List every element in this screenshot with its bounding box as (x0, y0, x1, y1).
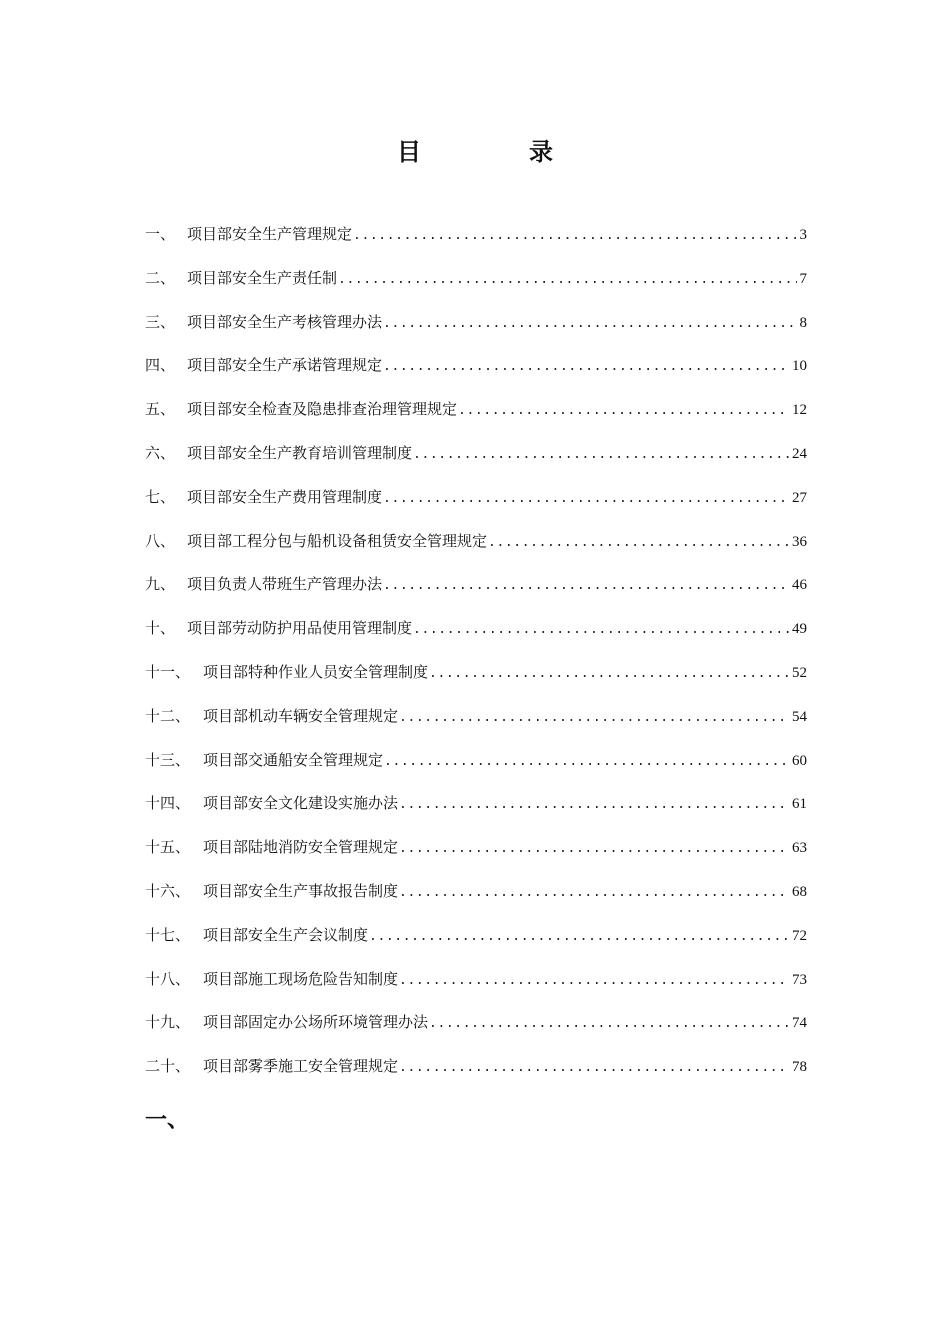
toc-item[interactable] (145, 571, 807, 615)
toc-list (145, 221, 807, 1097)
toc-leader-dots (369, 924, 789, 950)
toc-item-title: 项目部安全生产费用管理制度 (187, 487, 383, 506)
toc-item[interactable] (145, 834, 807, 878)
toc-item-page: 68 (792, 883, 807, 900)
toc-leader-dots (413, 442, 789, 468)
toc-item-number: 三、 (145, 312, 176, 331)
toc-item-page: 7 (799, 270, 807, 287)
toc-item-number: 十六、 (145, 881, 191, 900)
toc-item-title: 项目部安全生产管理规定 (187, 225, 353, 243)
toc-item-number: 七、 (145, 487, 176, 506)
toc-item-number: 十八、 (145, 969, 191, 988)
toc-item[interactable] (145, 221, 807, 265)
toc-leader-dots (429, 1011, 789, 1037)
toc-item-title: 项目部安全生产会议制度 (203, 925, 369, 944)
toc-item-page: 36 (792, 533, 807, 550)
toc-item[interactable] (145, 528, 807, 572)
toc-item-title: 项目部安全生产教育培训管理制度 (187, 443, 413, 462)
toc-item[interactable] (145, 659, 807, 703)
toc-item-page: 8 (799, 314, 807, 331)
toc-item-title: 项目部施工现场危险告知制度 (203, 969, 399, 988)
toc-item-number: 二、 (145, 268, 176, 287)
toc-item-page: 12 (792, 402, 807, 419)
toc-item-title: 项目部安全检查及隐患排查治理管理规定 (187, 400, 458, 419)
toc-item-number: 十、 (145, 619, 176, 638)
toc-item-number: 八、 (145, 531, 176, 550)
toc-leader-dots (399, 880, 789, 906)
toc-item-title: 项目负责人带班生产管理办法 (187, 575, 383, 594)
toc-item-page: 52 (792, 664, 807, 681)
toc-item-page: 61 (792, 796, 807, 813)
toc-item-title: 项目部工程分包与船机设备租赁安全管理规定 (187, 531, 488, 550)
toc-item-number: 九、 (145, 575, 176, 594)
toc-item-page: 46 (792, 577, 807, 594)
toc-item[interactable] (145, 1009, 807, 1053)
toc-item-number: 二十、 (145, 1057, 191, 1076)
toc-leader-dots (353, 223, 796, 249)
toc-item[interactable] (145, 309, 807, 353)
toc-item-number: 十四、 (145, 794, 191, 813)
toc-leader-dots (399, 968, 789, 994)
toc-title: 目 录 (397, 137, 595, 166)
toc-item-page: 74 (792, 1015, 807, 1032)
toc-leader-dots (488, 530, 789, 556)
toc-item-number: 十一、 (145, 662, 191, 681)
toc-item-title: 项目部陆地消防安全管理规定 (203, 838, 399, 857)
toc-leader-dots (399, 1055, 789, 1081)
toc-item-number: 五、 (145, 400, 176, 419)
toc-item-title: 项目部机动车辆安全管理规定 (203, 706, 399, 725)
section-heading: 一、 (145, 1107, 190, 1133)
toc-leader-dots (383, 311, 796, 337)
toc-item-title: 项目部特种作业人员安全管理制度 (203, 662, 429, 681)
toc-item-page: 3 (799, 227, 807, 243)
toc-item-title: 项目部安全生产责任制 (187, 268, 338, 287)
toc-item-page: 49 (792, 621, 807, 638)
toc-leader-dots (383, 573, 789, 599)
toc-item-title: 项目部安全生产考核管理办法 (187, 312, 383, 331)
toc-item-title: 项目部安全文化建设实施办法 (203, 794, 399, 813)
toc-leader-dots (383, 486, 789, 512)
toc-leader-dots (429, 661, 789, 687)
toc-item[interactable] (145, 966, 807, 1010)
toc-item-page: 78 (792, 1059, 807, 1076)
toc-item-number: 四、 (145, 356, 176, 375)
toc-item[interactable] (145, 265, 807, 309)
toc-item-number: 一、 (145, 225, 176, 243)
toc-item[interactable] (145, 440, 807, 484)
toc-item-page: 54 (792, 708, 807, 725)
toc-item-title: 项目部固定办公场所环境管理办法 (203, 1013, 429, 1032)
toc-leader-dots (383, 354, 789, 380)
toc-item-number: 十七、 (145, 925, 191, 944)
toc-item-title: 项目部交通船安全管理规定 (203, 750, 384, 769)
toc-item[interactable] (145, 352, 807, 396)
toc-item-page: 63 (792, 840, 807, 857)
toc-item[interactable] (145, 790, 807, 834)
toc-item[interactable] (145, 396, 807, 440)
toc-leader-dots (384, 749, 789, 775)
toc-item-page: 10 (792, 358, 807, 375)
toc-leader-dots (399, 792, 789, 818)
toc-item-page: 24 (792, 445, 807, 462)
toc-item-page: 72 (792, 927, 807, 944)
toc-item-number: 十五、 (145, 838, 191, 857)
toc-item[interactable] (145, 484, 807, 528)
toc-item-title: 项目部雾季施工安全管理规定 (203, 1057, 399, 1076)
toc-item[interactable] (145, 1053, 807, 1097)
toc-leader-dots (413, 617, 789, 643)
toc-item[interactable] (145, 922, 807, 966)
toc-item-title: 项目部安全生产事故报告制度 (203, 881, 399, 900)
toc-item[interactable] (145, 703, 807, 747)
toc-item-number: 十二、 (145, 706, 191, 725)
toc-leader-dots (458, 398, 789, 424)
toc-item[interactable] (145, 615, 807, 659)
toc-leader-dots (338, 267, 796, 293)
toc-item-number: 六、 (145, 443, 176, 462)
toc-leader-dots (399, 836, 789, 862)
toc-leader-dots (399, 705, 789, 731)
toc-item-page: 60 (792, 752, 807, 769)
toc-item[interactable] (145, 747, 807, 791)
toc-item-page: 27 (792, 489, 807, 506)
toc-item-title: 项目部安全生产承诺管理规定 (187, 356, 383, 375)
toc-item[interactable] (145, 878, 807, 922)
toc-item-title: 项目部劳动防护用品使用管理制度 (187, 619, 413, 638)
toc-item-page: 73 (792, 971, 807, 988)
toc-item-number: 十三、 (145, 750, 191, 769)
toc-item-number: 十九、 (145, 1013, 191, 1032)
